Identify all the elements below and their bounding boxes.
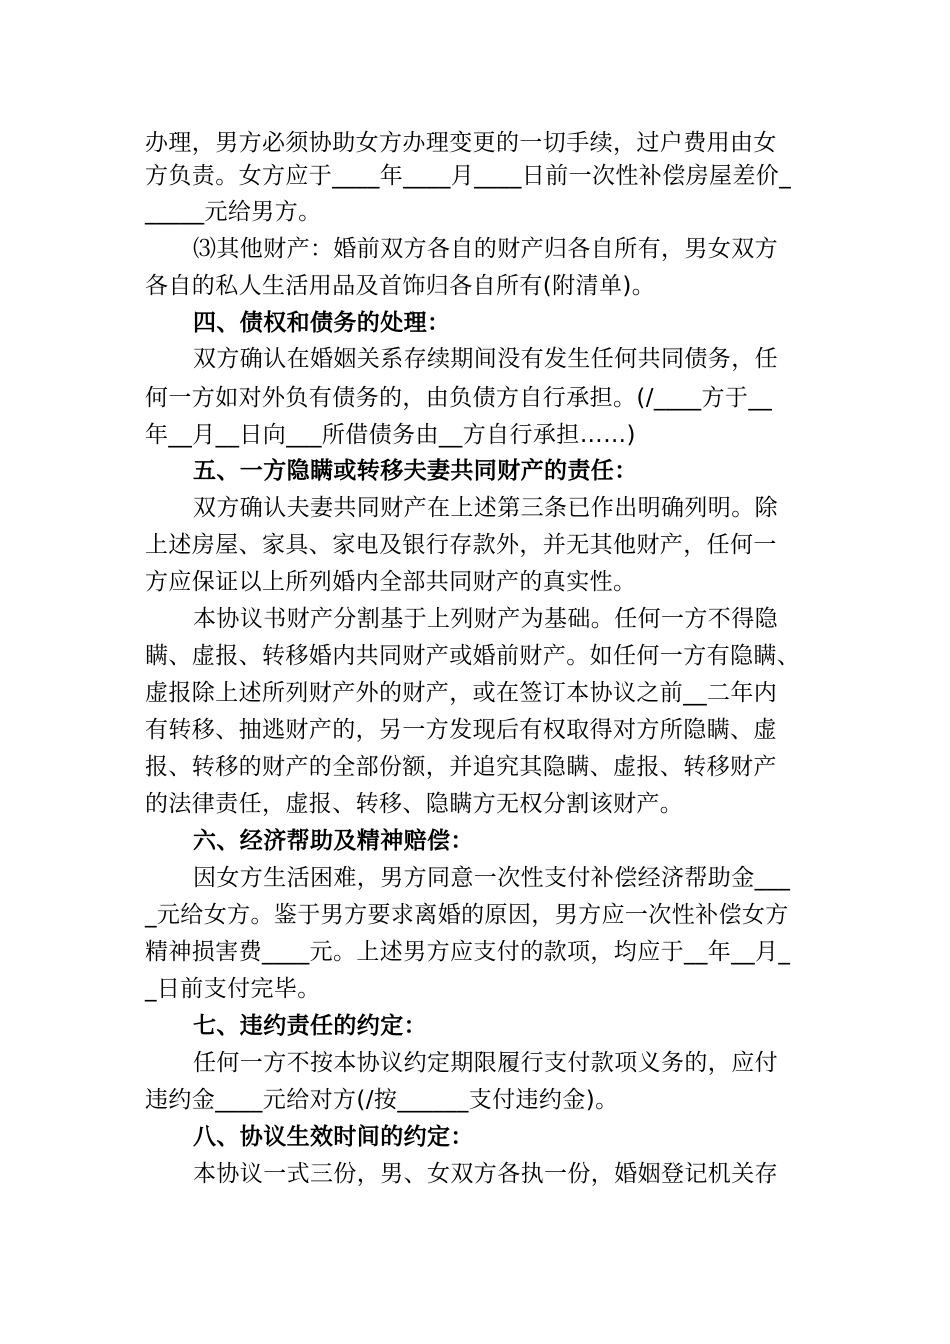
body-line: 各自的私人生活用品及首饰归各自所有(附清单)。	[145, 273, 656, 299]
body-line: 因女方生活困难，男方同意一次性支付补偿经济帮助金___	[193, 865, 791, 891]
section-heading: 五、一方隐瞒或转移夫妻共同财产的责任：	[193, 458, 638, 484]
body-line: 有转移、抽逃财产的，另一方发现后有权取得对方所隐瞒、虚	[145, 717, 777, 743]
body-line: ⑶其他财产：婚前双方各自的财产归各自所有，男女双方	[193, 236, 778, 262]
body-line: 瞒、虚报、转移婚内共同财产或婚前财产。如任何一方有隐瞒、	[145, 643, 801, 669]
body-line: 上述房屋、家具、家电及银行存款外，并无其他财产，任何一	[145, 532, 777, 558]
section-heading: 七、违约责任的约定：	[193, 1013, 427, 1039]
body-line: 违约金____元给对方(/按______支付违约金)。	[145, 1087, 619, 1113]
body-line: 办理，男方必须协助女方办理变更的一切手续，过户费用由女	[145, 130, 777, 156]
body-line: _____元给男方。	[145, 199, 322, 225]
body-line: 年__月__日向___所借债务由__方自行承担……)	[145, 422, 636, 448]
body-line: 方负责。女方应于____年____月____日前一次性补偿房屋差价_	[145, 163, 792, 189]
body-line: _元给女方。鉴于男方要求离婚的原因，男方应一次性补偿女方	[145, 902, 789, 928]
body-line: 虚报除上述所列财产外的财产，或在签订本协议之前__二年内	[145, 680, 778, 706]
body-line: 本协议书财产分割基于上列财产为基础。任何一方不得隐	[193, 606, 778, 632]
body-line: 的法律责任，虚报、转移、隐瞒方无权分割该财产。	[145, 791, 684, 817]
body-line: 任何一方不按本协议约定期限履行支付款项义务的，应付	[193, 1050, 778, 1076]
body-line: _日前支付完毕。	[145, 976, 321, 1002]
section-heading: 八、协议生效时间的约定：	[193, 1124, 474, 1150]
section-heading: 四、债权和债务的处理：	[193, 310, 451, 336]
body-line: 何一方如对外负有债务的，由负债方自行承担。(/____方于__	[145, 385, 773, 411]
section-heading: 六、经济帮助及精神赔偿：	[193, 828, 474, 854]
body-line: 双方确认在婚姻关系存续期间没有发生任何共同债务，任	[193, 346, 778, 372]
body-line: 报、转移的财产的全部份额，并追究其隐瞒、虚报、转移财产	[145, 754, 777, 780]
body-line: 双方确认夫妻共同财产在上述第三条已作出明确列明。除	[193, 495, 778, 521]
body-line: 精神损害费____元。上述男方应支付的款项，均应于__年__月_	[145, 939, 791, 965]
body-line: 方应保证以上所列婚内全部共同财产的真实性。	[145, 569, 637, 595]
body-line: 本协议一式三份，男、女双方各执一份，婚姻登记机关存	[193, 1161, 778, 1187]
